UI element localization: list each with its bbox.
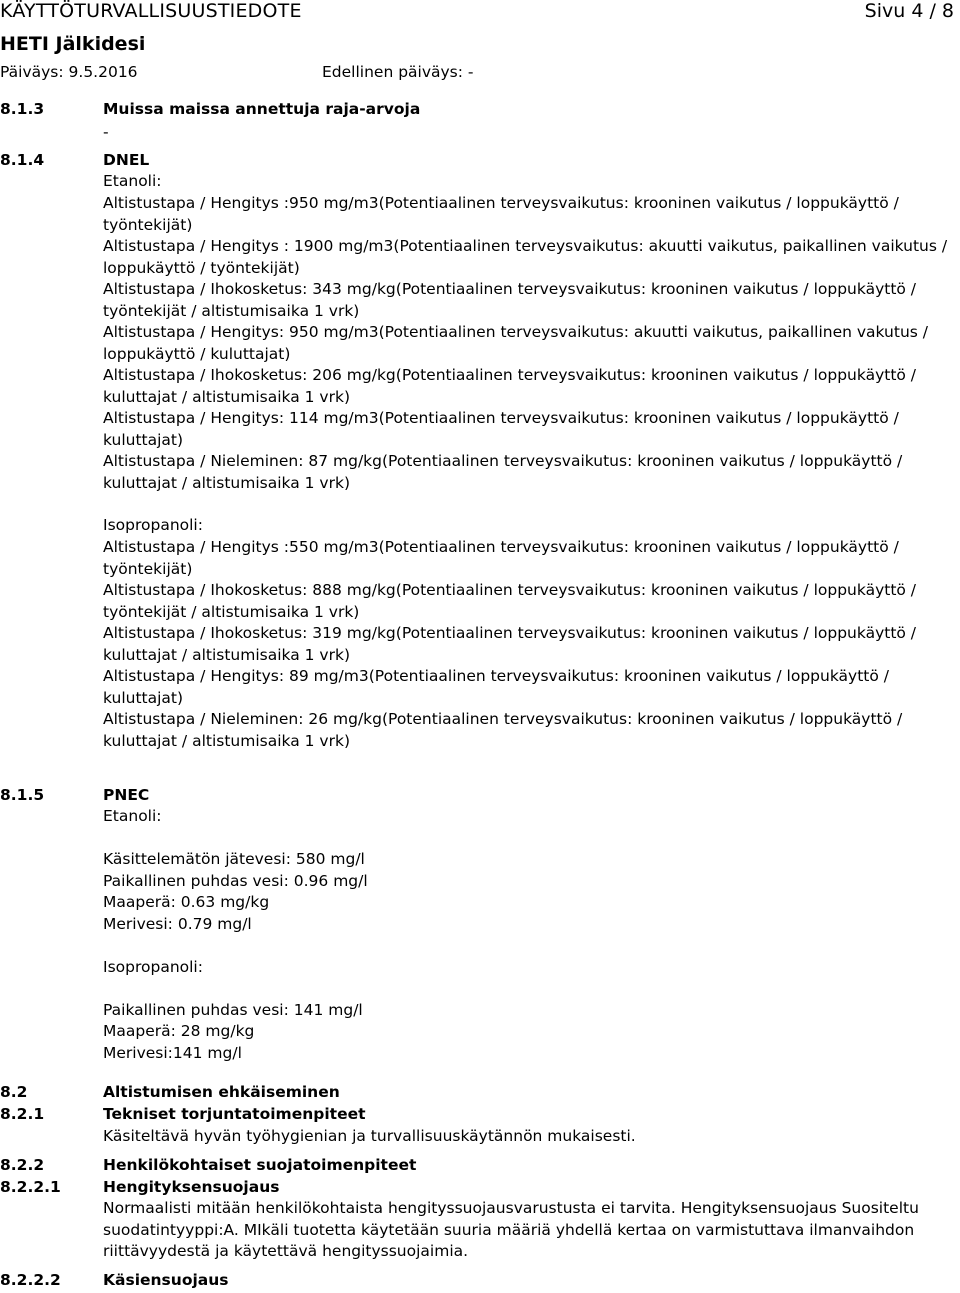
pnec-etanoli-item: Paikallinen puhdas vesi: 0.96 mg/l (103, 872, 368, 890)
page-number: Sivu 4 / 8 (864, 0, 954, 22)
section-number-8-2-2-1: 8.2.2.1 (0, 1178, 61, 1196)
section-number-8-1-3: 8.1.3 (0, 100, 45, 118)
section-number-8-2-1: 8.2.1 (0, 1105, 45, 1123)
section-title-8-2-2-2: Käsiensuojaus (103, 1271, 229, 1289)
section-value-8-1-3: - (103, 123, 109, 141)
section-title-8-2-1: Tekniset torjuntatoimenpiteet (103, 1105, 366, 1123)
issue-date: Päiväys: 9.5.2016 (0, 63, 138, 81)
dnel-etanoli-item: Altistustapa / Hengitys: 950 mg/m3(Potentiaalinen terveysvaikutus: akuutti vaikutus, paikallinen vakutus / loppukäyttö / kuluttajat) (103, 323, 928, 363)
section-text-8-2-1: Käsiteltävä hyvän työhygienian ja turvallisuuskäytännön mukaisesti. (103, 1127, 636, 1145)
pnec-etanoli-item: Merivesi: 0.79 mg/l (103, 915, 252, 933)
section-number-8-1-5: 8.1.5 (0, 786, 45, 804)
substance-label-isopropanoli-pnec: Isopropanoli: (103, 958, 203, 976)
section-title-8-1-5: PNEC (103, 786, 150, 804)
substance-label-isopropanoli-dnel: Isopropanoli: (103, 516, 203, 534)
section-number-8-2-2-2: 8.2.2.2 (0, 1271, 61, 1289)
section-title-8-2: Altistumisen ehkäiseminen (103, 1083, 340, 1101)
dnel-etanoli-item: Altistustapa / Hengitys: 114 mg/m3(Potentiaalinen terveysvaikutus: krooninen vaikutus / loppukäyttö / kuluttajat) (103, 409, 899, 449)
dnel-etanoli-item: Altistustapa / Ihokosketus: 343 mg/kg(Potentiaalinen terveysvaikutus: krooninen vaikutus / loppukäyttö / työntekijät / altistumisaika 1 vrk) (103, 280, 917, 320)
section-title-8-1-4: DNEL (103, 151, 150, 169)
substance-label-etanoli-pnec: Etanoli: (103, 807, 162, 825)
section-number-8-2-2: 8.2.2 (0, 1156, 45, 1174)
dnel-isopropanoli-item: Altistustapa / Hengitys: 89 mg/m3(Potentiaalinen terveysvaikutus: krooninen vaikutus / loppukäyttö / kuluttajat) (103, 667, 889, 707)
dnel-isopropanoli-item: Altistustapa / Ihokosketus: 319 mg/kg(Potentiaalinen terveysvaikutus: krooninen vaikutus / loppukäyttö / kuluttajat / altistumisaika 1 vrk) (103, 624, 917, 664)
previous-date: Edellinen päiväys: - (322, 63, 474, 81)
pnec-isopropanoli-item: Merivesi:141 mg/l (103, 1044, 242, 1062)
dnel-etanoli-item: Altistustapa / Hengitys : 1900 mg/m3(Potentiaalinen terveysvaikutus: akuutti vaikutus, paikallinen vaikutus / loppukäyttö / työntekijät) (103, 237, 948, 277)
pnec-isopropanoli-item: Maaperä: 28 mg/kg (103, 1022, 255, 1040)
dnel-isopropanoli-item: Altistustapa / Nieleminen: 26 mg/kg(Potentiaalinen terveysvaikutus: krooninen vaikutus / loppukäyttö / kuluttajat / altistumisaika 1 vrk) (103, 710, 903, 750)
dnel-isopropanoli-item: Altistustapa / Ihokosketus: 888 mg/kg(Potentiaalinen terveysvaikutus: krooninen vaikutus / loppukäyttö / työntekijät / altistumisaika 1 vrk) (103, 581, 917, 621)
document-type: KÄYTTÖTURVALLISUUSTIEDOTE (0, 0, 302, 22)
section-title-8-2-2: Henkilökohtaiset suojatoimenpiteet (103, 1156, 417, 1174)
pnec-etanoli-item: Käsittelemätön jätevesi: 580 mg/l (103, 850, 365, 868)
section-text-8-2-2-1: Normaalisti mitään henkilökohtaista hengityssuojausvarustusta ei tarvita. Hengityksensuojaus Suositeltu suodatintyyppi:A. MIkäli tuotetta käytetään suuria määriä yhdellä kertaa on varmistuttava ilmanvaihdon riittävyydestä ja käytettävä hengityssuojaimia. (103, 1199, 919, 1261)
dnel-isopropanoli-item: Altistustapa / Hengitys :550 mg/m3(Potentiaalinen terveysvaikutus: krooninen vaikutus / loppukäyttö / työntekijät) (103, 538, 899, 578)
dnel-etanoli-item: Altistustapa / Hengitys :950 mg/m3(Potentiaalinen terveysvaikutus: krooninen vaikutus / loppukäyttö / työntekijät) (103, 194, 899, 234)
pnec-isopropanoli-item: Paikallinen puhdas vesi: 141 mg/l (103, 1001, 363, 1019)
dnel-etanoli-item: Altistustapa / Ihokosketus: 206 mg/kg(Potentiaalinen terveysvaikutus: krooninen vaikutus / loppukäyttö / kuluttajat / altistumisaika 1 vrk) (103, 366, 917, 406)
section-number-8-2: 8.2 (0, 1083, 28, 1101)
section-title-8-2-2-1: Hengityksensuojaus (103, 1178, 280, 1196)
section-title-8-1-3: Muissa maissa annettuja raja-arvoja (103, 100, 421, 118)
section-number-8-1-4: 8.1.4 (0, 151, 45, 169)
product-name: HETI Jälkidesi (0, 33, 146, 55)
dnel-etanoli-item: Altistustapa / Nieleminen: 87 mg/kg(Potentiaalinen terveysvaikutus: krooninen vaikutus / loppukäyttö / kuluttajat / altistumisaika 1 vrk) (103, 452, 903, 492)
substance-label-etanoli-dnel: Etanoli: (103, 172, 162, 190)
pnec-etanoli-item: Maaperä: 0.63 mg/kg (103, 893, 270, 911)
